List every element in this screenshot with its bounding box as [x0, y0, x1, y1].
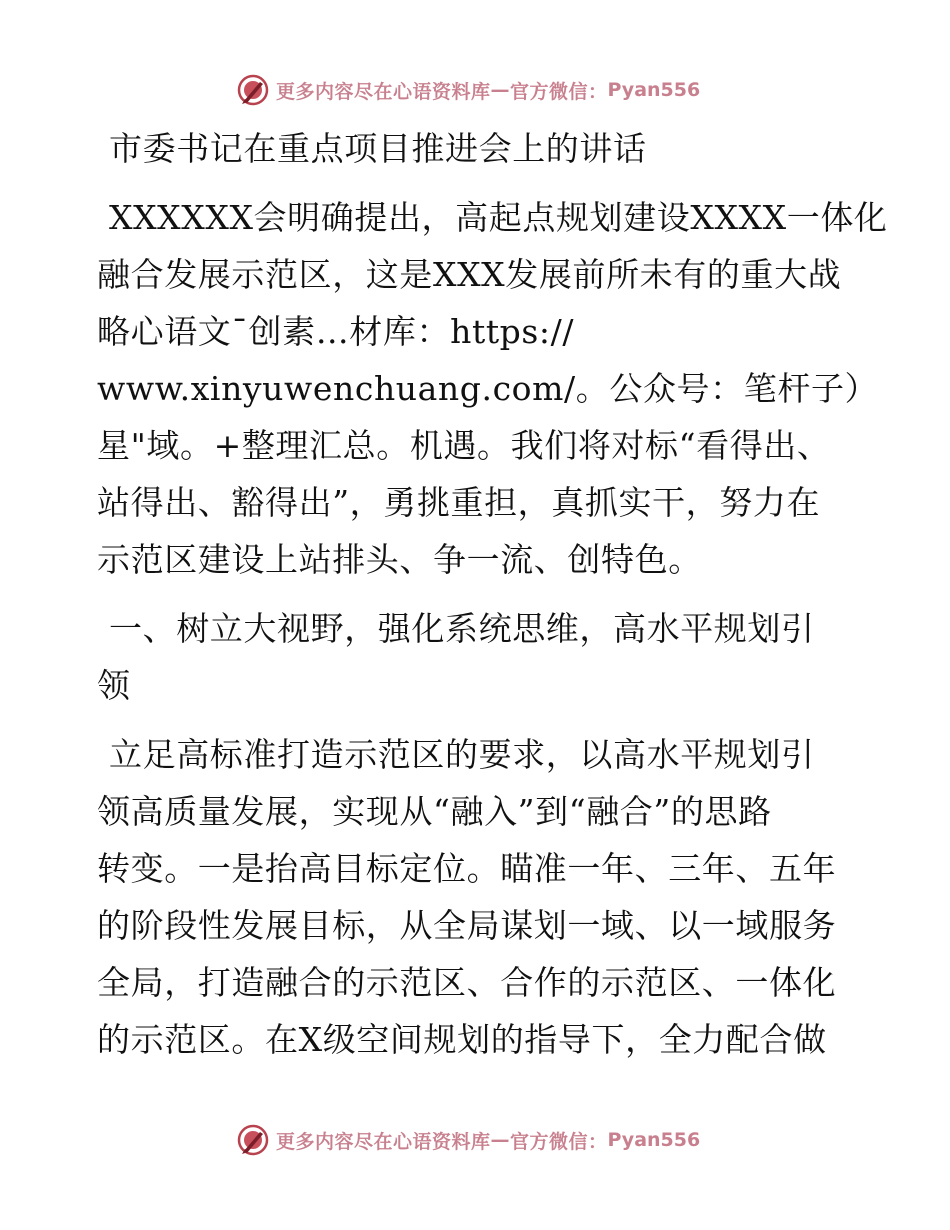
paragraph-line: 的阶段性发展目标，从全局谋划一域、以一域服务 — [97, 906, 837, 945]
watermark-banner-bottom — [236, 1122, 700, 1158]
paragraph-line: 融合发展示范区，这是XXX发展前所未有的重大战 — [97, 255, 842, 294]
paragraph-line: 示范区建设上站排头、争一流、创特色。 — [97, 540, 702, 579]
paragraph-line: XXXXXX会明确提出，高起点规划建设XXXX一体化 — [109, 198, 888, 237]
watermark-banner-top — [236, 72, 700, 108]
paragraph-line: 的示范区。在X级空间规划的指导下，全力配合做 — [97, 1020, 827, 1059]
pen-logo-icon — [236, 1123, 270, 1157]
watermark-wechat-id: Pyan556 — [607, 79, 701, 101]
pen-logo-icon — [236, 73, 270, 107]
paragraph-line: 转变。一是抬高目标定位。瞄准一年、三年、五年 — [97, 849, 837, 888]
paragraph-line: 略心语文¯创素…材库：https:// — [97, 312, 575, 351]
heading-line: 一、树立大视野，强化系统思维，高水平规划引 — [109, 609, 815, 648]
document-body — [97, 120, 888, 1068]
watermark-text: 更多内容尽在心语资料库 — [276, 1130, 491, 1153]
section-heading — [97, 600, 857, 714]
paragraph-line: 站得出、豁得出”，勇挑重担，真抓实干，努力在 — [97, 483, 821, 522]
watermark-dash: — — [490, 1129, 511, 1151]
paragraph-line: www.xinyuwenchuang.com/。公众号：笔杆子） — [97, 369, 879, 408]
document-title: 市委书记在重点项目推进会上的讲话 — [109, 129, 647, 168]
heading-line: 领 — [97, 666, 131, 705]
paragraph-intro — [97, 189, 888, 588]
paragraph-line: 立足高标准打造示范区的要求，以高水平规划引 — [109, 735, 815, 774]
paragraph-section-one — [97, 726, 857, 1068]
paragraph-line: 领高质量发展，实现从“融入”到“融合”的思路 — [97, 792, 772, 831]
watermark-dash: — — [490, 79, 511, 101]
watermark-wechat-label: 官方微信： — [510, 80, 608, 103]
watermark-text: 更多内容尽在心语资料库 — [276, 80, 491, 103]
paragraph-line: 星"域。+整理汇总。机遇。我们将对标“看得出、 — [97, 426, 831, 465]
paragraph-line: 全局，打造融合的示范区、合作的示范区、一体化 — [97, 963, 837, 1002]
watermark-wechat-id: Pyan556 — [607, 1129, 701, 1151]
watermark-wechat-label: 官方微信： — [510, 1130, 608, 1153]
